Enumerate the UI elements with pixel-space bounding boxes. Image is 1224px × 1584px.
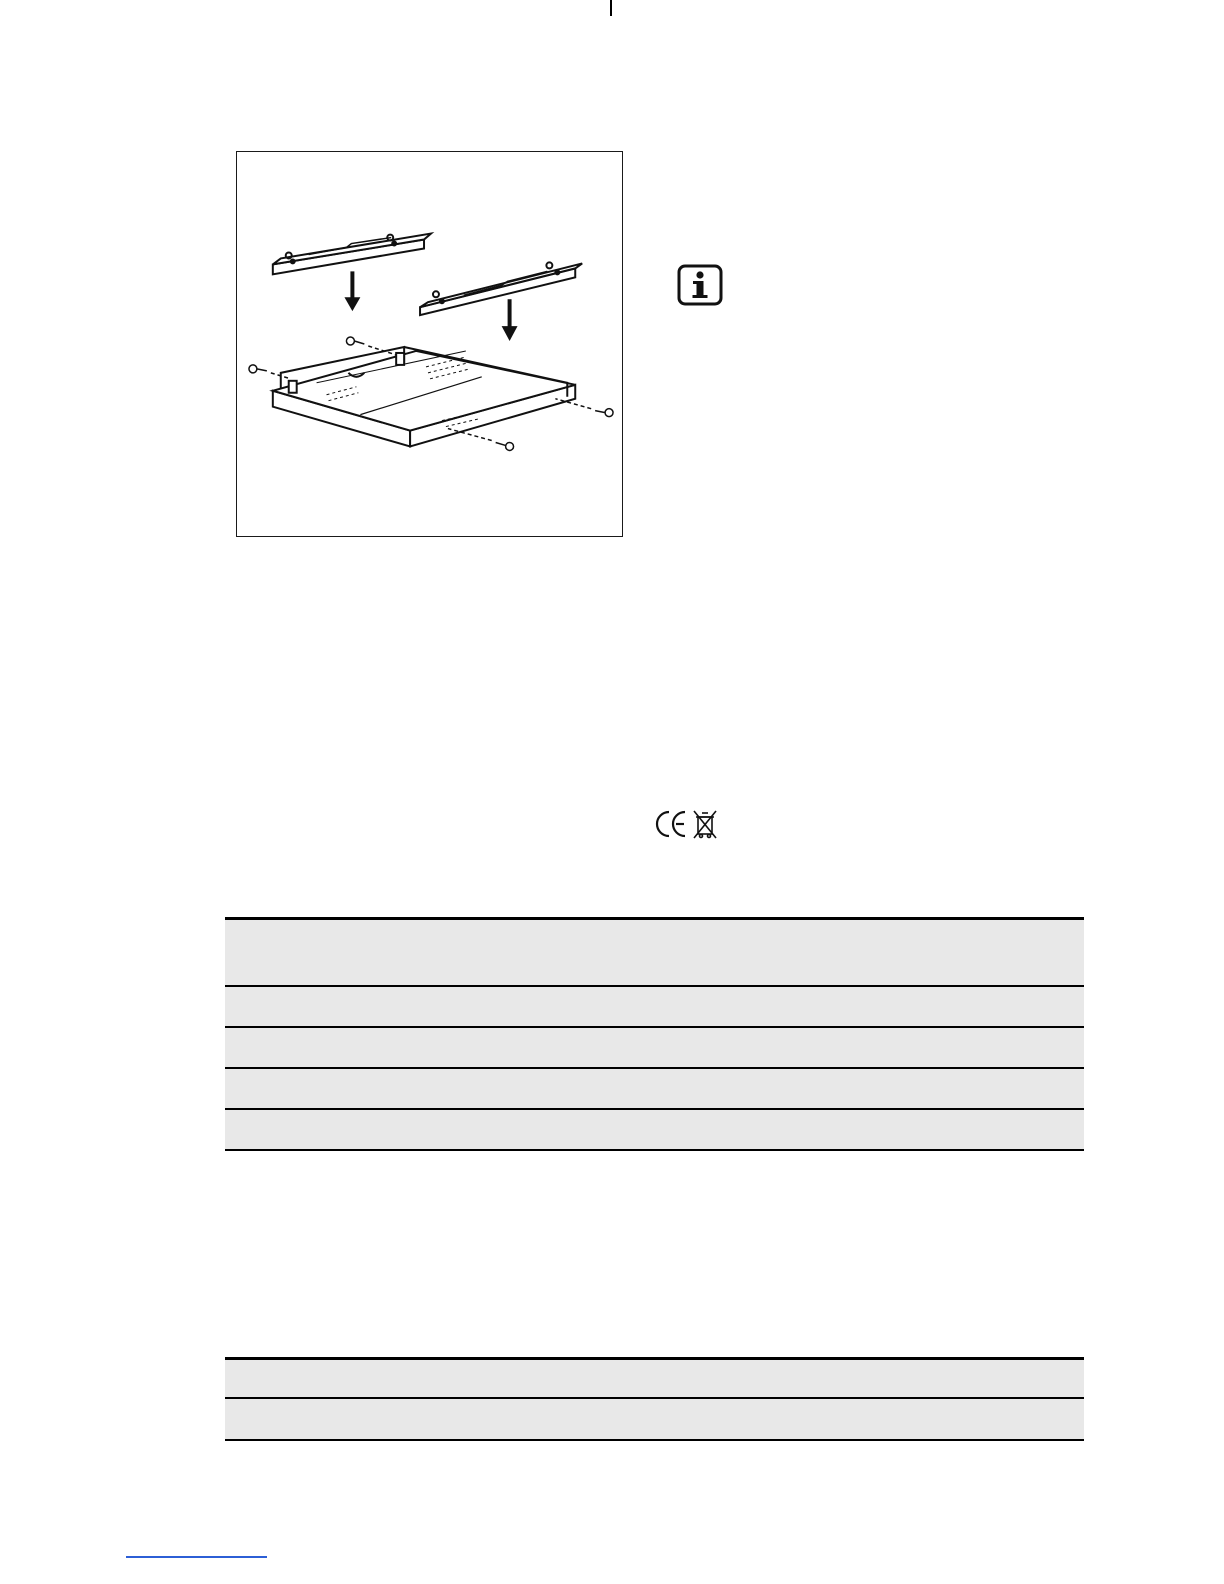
screw-bottom [448,429,514,451]
base-tray [273,347,575,446]
top-rule [610,0,612,16]
table-row [225,1028,1084,1069]
left-rail [273,234,431,275]
secondary-table [225,1357,1084,1441]
table-row [225,1357,1084,1399]
ce-mark-icon [657,812,685,836]
specs-table [225,917,1084,1151]
weee-crossed-bin-icon [694,811,716,838]
table-row [225,1399,1084,1441]
compliance-marks [652,808,722,840]
screw-right [555,399,613,417]
table-row [225,987,1084,1028]
info-icon [677,264,723,306]
footer-link-underline[interactable] [126,1556,267,1558]
screw-top [346,337,396,355]
down-arrow-right [502,299,518,341]
table-row [225,917,1084,987]
table-row [225,1069,1084,1110]
right-rail [420,262,582,315]
table-row [225,1110,1084,1151]
installation-figure [236,151,623,537]
installation-diagram-icon [237,152,622,536]
down-arrow-left [344,271,360,311]
